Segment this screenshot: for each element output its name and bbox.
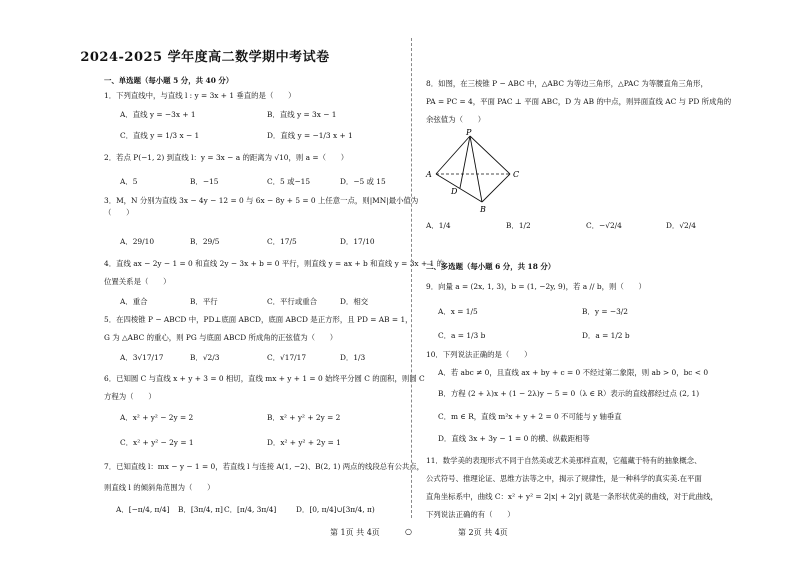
question-5: 5．在四棱锥 P − ABCD 中，PD⊥底面 ABCD，底面 ABCD 是正方形，且 PD = AB = 1， xyxy=(104,315,413,324)
page-footer-right: 第 2页 共 4页 xyxy=(458,528,508,537)
q10-option-c: C．m ∈ R，直线 m²x + y + 2 = 0 不可能与 y 轴垂直 xyxy=(438,412,622,421)
q6-option-c: C．x² + y² − 2y = 1 xyxy=(120,438,194,447)
question-6-cont: 方程为（ ） xyxy=(104,392,156,401)
binding-mark: ○ xyxy=(405,527,412,536)
q7-option-d: D．[0, π/4]∪[3π/4, π) xyxy=(296,505,375,514)
q8-option-a: A．1/4 xyxy=(426,221,451,230)
question-8-cont2: 余弦值为（ ） xyxy=(426,115,486,124)
question-11-line2: 公式符号、推理论证、思维方法等之中，揭示了规律性，是一种科学的真实美.在平面 xyxy=(426,474,702,483)
q7-option-b: B．[3π/4, π] xyxy=(178,505,223,514)
q4-option-d: D．相交 xyxy=(340,297,369,306)
section-heading-2: 二、多选题（每小题 6 分，共 18 分） xyxy=(426,262,556,271)
right-column xyxy=(414,0,794,561)
q8-option-c: C．−√2/4 xyxy=(586,221,622,230)
question-1: 1．下列直线中，与直线 l : y = 3x + 1 垂直的是（ ） xyxy=(104,91,296,100)
q9-option-d: D．a = 1/2 b xyxy=(582,331,630,340)
pyramid-diagram xyxy=(424,128,534,216)
q9-option-c: C．a = 1/3 b xyxy=(438,331,486,340)
vertex-label-a: A xyxy=(426,170,432,179)
q1-option-c: C．直线 y = 1/3 x − 1 xyxy=(120,131,200,140)
q7-option-a: A．[−π/4, π/4] xyxy=(116,505,170,514)
q9-option-b: B．y = −3/2 xyxy=(582,307,628,316)
question-8: 8．如图，在三棱锥 P − ABC 中，△ABC 为等边三角形，△PAC 为等腰直角三角形， xyxy=(426,79,708,88)
q6-option-a: A．x² + y² − 2y = 2 xyxy=(120,413,194,422)
q5-option-c: C．√17/17 xyxy=(267,353,307,362)
q10-option-d: D．直线 3x + 3y − 1 = 0 的横、纵截距相等 xyxy=(438,434,590,443)
page-footer-left: 第 1页 共 4页 xyxy=(330,528,380,537)
vertex-label-d: D xyxy=(451,187,458,196)
q3-option-d: D．17/10 xyxy=(340,237,375,246)
question-7-cont: 则直线 l 的倾斜角范围为（ ） xyxy=(104,483,215,492)
vertex-label-b: B xyxy=(480,205,486,214)
question-7: 7．已知直线 l：mx − y − 1 = 0，若直线 l 与连接 A(1, −2)、B(2, 1) 两点的线段总有公共点， xyxy=(104,462,425,471)
q4-option-a: A．重合 xyxy=(120,297,148,306)
section-heading: 一、单选题（每小题 5 分，共 40 分） xyxy=(104,76,234,85)
q8-option-d: D．√2/4 xyxy=(666,221,696,230)
question-5-cont: G 为 △ABC 的重心，则 PG 与底面 ABCD 所成角的正弦值为（ ） xyxy=(104,333,338,342)
column-divider xyxy=(411,38,412,518)
q10-option-a: A．若 abc ≠ 0，且直线 ax + by + c = 0 不经过第二象限，则 ab > 0，bc < 0 xyxy=(438,368,709,377)
page-title: 2024-2025 学年度高二数学期中考试卷 xyxy=(80,50,330,65)
q5-option-d: D．1/3 xyxy=(340,353,366,362)
question-11-line4: 下列说法正确的有（ ） xyxy=(426,510,515,519)
q5-option-a: A．3√17/17 xyxy=(120,353,164,362)
q3-option-c: C．17/5 xyxy=(267,237,297,246)
question-3-cont: （ ） xyxy=(104,208,134,217)
q2-option-b: B．−15 xyxy=(190,177,219,186)
question-6: 6．已知圆 C 与直线 x + y + 3 = 0 相切，直线 mx + y + 1 = 0 始终平分圆 C 的面积，则圆 C xyxy=(104,374,425,383)
question-11: 11．数学美的表现形式不同于自然美或艺术美那样直观，它蕴藏于特有的抽象概念、 xyxy=(426,456,702,465)
q2-option-d: D．−5 或 15 xyxy=(340,177,386,186)
vertex-label-p: P xyxy=(466,128,472,137)
question-8-cont: PA = PC = 4，平面 PAC ⊥ 平面 ABC，D 为 AB 的中点，则异面直线 AC 与 PD 所成角的 xyxy=(426,97,732,106)
question-11-line3: 直角坐标系中，曲线 C：x² + y² = 2|x| + 2|y| 就是一条形状优美的曲线，对于此曲线， xyxy=(426,492,718,501)
q6-option-d: D．x² + y² + 2y = 1 xyxy=(267,438,341,447)
q10-option-b: B．方程 (2 + λ)x + (1 − 2λ)y − 5 = 0（λ ∈ R）表示的直线都经过点 (2, 1) xyxy=(438,389,700,398)
question-10: 10．下列说法正确的是（ ） xyxy=(426,350,532,359)
q5-option-b: B．√2/3 xyxy=(190,353,220,362)
question-4: 4．直线 ax − 2y − 1 = 0 和直线 2y − 3x + b = 0 平行，则直线 y = ax + b 和直线 y = 3x + 1 的 xyxy=(104,259,444,268)
vertex-label-c: C xyxy=(513,170,520,179)
q7-option-c: C．[π/4, 3π/4] xyxy=(224,505,277,514)
q6-option-b: B．x² + y² + 2y = 2 xyxy=(267,413,341,422)
q3-option-b: B．29/5 xyxy=(190,237,220,246)
question-2: 2．若点 P(−1, 2) 到直线 l：y = 3x − a 的距离为 √10，则 a =（ ） xyxy=(104,153,349,162)
question-9: 9．向量 a = (2x, 1, 3)，b = (1, −2y, 9)，若 a // b，则（ ） xyxy=(426,282,646,291)
q1-option-b: B．直线 y = 3x − 1 xyxy=(267,110,337,119)
q4-option-c: C．平行或重合 xyxy=(267,297,317,306)
question-3: 3．M，N 分别为直线 3x − 4y − 12 = 0 与 6x − 8y + 5 = 0 上任意一点，则|MN|最小值为 xyxy=(104,196,419,205)
q4-option-b: B．平行 xyxy=(190,297,218,306)
q2-option-c: C．5 或−15 xyxy=(267,177,311,186)
q1-option-a: A．直线 y = −3x + 1 xyxy=(120,110,196,119)
q3-option-a: A．29/10 xyxy=(120,237,155,246)
q1-option-d: D．直线 y = −1/3 x + 1 xyxy=(267,131,353,140)
q9-option-a: A．x = 1/5 xyxy=(438,307,478,316)
q2-option-a: A．5 xyxy=(120,177,138,186)
q8-option-b: B．1/2 xyxy=(506,221,531,230)
question-4-cont: 位置关系是（ ） xyxy=(104,277,171,286)
